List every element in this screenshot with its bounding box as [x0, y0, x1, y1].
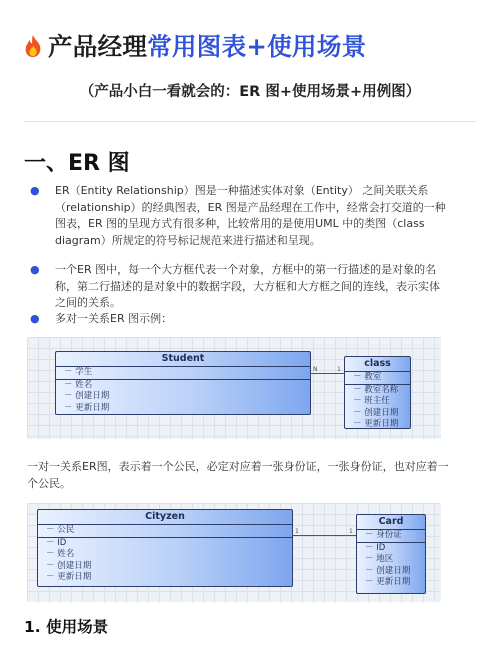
- entity-field: － 身份证: [365, 530, 402, 540]
- entity-class: [344, 356, 411, 429]
- bullet-dot-icon: ●: [30, 184, 40, 197]
- bullet-text: 一个ER 图中，每一个大方框代表一个对象，方框中的第一行描述的是对象的名称，第二行描述的是对象中的数据字段，大方框和大方框之间的连线，表示实体之间的关系。: [55, 263, 440, 309]
- bullet-dot-icon: ●: [30, 263, 40, 276]
- entity-title: Cityzen: [38, 510, 292, 525]
- entity-field: － 姓名: [64, 380, 93, 391]
- one-to-one-description: 一对一关系ER图，表示着一个公民，必定对应着一张身份证，一张身份证，也对应着一个公民。: [27, 460, 449, 490]
- entity-field: － 更新日期: [46, 571, 92, 582]
- entity-key-section: [38, 525, 292, 538]
- bullet-item: [30, 183, 450, 249]
- entity-field: － 创建日期: [46, 560, 92, 571]
- entity-field: － 创建日期: [365, 565, 411, 576]
- divider: [24, 121, 476, 122]
- section-heading-er: 一、ER 图: [24, 151, 130, 176]
- multiplicity-left: N: [313, 366, 318, 373]
- entity-field: － 姓名: [46, 549, 75, 560]
- fire-icon: [22, 34, 44, 58]
- entity-field: － 更新日期: [64, 402, 110, 413]
- entity-field: － 创建日期: [353, 407, 399, 418]
- relation-line: [310, 373, 344, 374]
- entity-card: [356, 514, 426, 594]
- multiplicity-right: 1: [337, 366, 341, 373]
- entity-field: － 创建日期: [64, 391, 110, 402]
- entity-fields-section: [357, 543, 425, 589]
- entity-field: － 更新日期: [365, 576, 411, 587]
- bullet-item: [30, 311, 450, 328]
- entity-field: － 教室: [353, 372, 382, 382]
- entity-title: Student: [56, 352, 310, 367]
- page-title: [22, 28, 366, 63]
- entity-field: － ID: [365, 543, 386, 554]
- entity-field: － ID: [46, 538, 67, 549]
- bullet-item: [30, 262, 450, 312]
- entity-field: － 教室名称: [353, 385, 399, 396]
- entity-fields-section: [38, 538, 292, 584]
- bullet-dot-icon: ●: [30, 312, 40, 325]
- multiplicity-right: 1: [349, 528, 353, 535]
- bullet-text: ER（Entity Relationship）图是一种描述实体对象（Entity） 之间关联关系（relationship）的经典图表，ER 图是产品经理在工作中，经常会打交道的一种图表，ER 图的呈现方式有很多种，比较常用的是使用UML 中的类图（class diagram）所规定的符号标记规范来进行描述和呈现。: [55, 184, 446, 247]
- entity-cityzen: [37, 509, 293, 587]
- entity-key-section: [56, 367, 310, 380]
- entity-field: － 班主任: [353, 396, 390, 407]
- entity-student: [55, 351, 311, 415]
- bullet-text: 多对一关系ER 图示例：: [55, 312, 173, 325]
- entity-fields-section: [56, 380, 310, 415]
- entity-fields-section: [345, 385, 410, 429]
- er-diagram-one-to-one: [27, 503, 441, 602]
- entity-key-section: [345, 372, 410, 385]
- entity-title: class: [345, 357, 410, 372]
- title-black-text: 产品经理: [48, 32, 148, 61]
- entity-field: － 地区: [365, 554, 394, 565]
- multiplicity-left: 1: [295, 528, 299, 535]
- er-diagram-many-to-one: [27, 337, 441, 439]
- relation-line: [292, 535, 356, 536]
- subtitle: （产品小白一看就会的：ER 图+使用场景+用例图）: [79, 84, 421, 100]
- entity-key-section: [357, 530, 425, 543]
- entity-field: － 公民: [46, 525, 75, 535]
- entity-title: Card: [357, 515, 425, 530]
- title-blue-text: 常用图表+使用场景: [147, 32, 367, 61]
- entity-field: － 更新日期: [353, 418, 399, 429]
- section-heading-usage: 1. 使用场景: [24, 618, 109, 636]
- entity-field: － 学生: [64, 367, 93, 377]
